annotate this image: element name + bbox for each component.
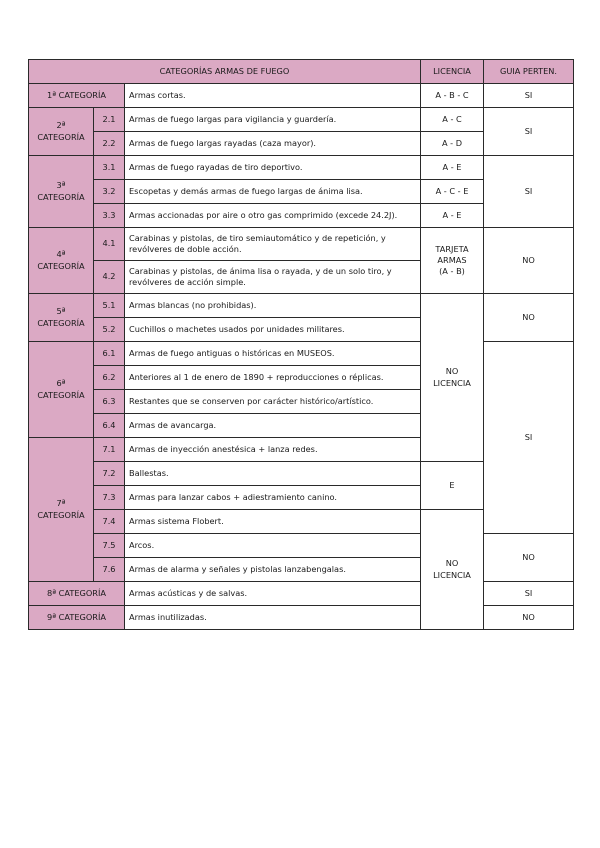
subcategory-number: 6.2 [94,366,125,390]
category-7-license-e: E [421,462,484,510]
category-8-guide: SI [484,582,574,606]
subcategory-number: 3.3 [94,204,125,228]
subcategory-license: A - C [421,108,484,132]
table-row [29,606,574,630]
subcategory-desc: Escopetas y demás armas de fuego largas de ánima lisa. [125,180,421,204]
table-row [29,582,574,606]
subcategory-desc: Armas de avancarga. [125,414,421,438]
subcategory-desc: Arcos. [125,534,421,558]
subcategory-desc: Armas blancas (no prohibidas). [125,294,421,318]
header-guide: GUIA PERTEN. [484,60,574,84]
subcategory-desc: Armas de fuego rayadas de tiro deportivo. [125,156,421,180]
subcategory-license: A - C - E [421,180,484,204]
subcategory-desc: Armas de inyección anestésica + lanza redes. [125,438,421,462]
table-header-row [29,60,574,84]
category-7-label [29,438,94,582]
category-6-label [29,342,94,438]
subcategory-number: 7.2 [94,462,125,486]
table-row [29,108,574,132]
category-9-guide: NO [484,606,574,630]
subcategory-number: 5.1 [94,294,125,318]
subcategory-desc: Armas accionadas por aire o otro gas comprimido (excede 24.2J). [125,204,421,228]
subcategory-number: 7.6 [94,558,125,582]
table-row [29,228,574,261]
subcategory-number: 5.2 [94,318,125,342]
category-4-license [421,228,484,294]
subcategory-desc: Armas de alarma y señales y pistolas lanzabengalas. [125,558,421,582]
no-license-text: NO LICENCIA [433,366,471,388]
subcategory-desc: Carabinas y pistolas, de ánima lisa o rayada, y de un solo tiro, y revólveres de acción simple. [125,261,421,294]
subcategory-number: 3.1 [94,156,125,180]
category-1-guide: SI [484,84,574,108]
subcategory-desc: Ballestas. [125,462,421,486]
subcategory-number: 6.3 [94,390,125,414]
subcategory-number: 3.2 [94,180,125,204]
header-license: LICENCIA [421,60,484,84]
table-row [29,294,574,318]
category-6-7-guide-si [484,342,574,534]
table-row [29,84,574,108]
subcategory-number: 7.3 [94,486,125,510]
subcategory-number: 6.1 [94,342,125,366]
subcategory-license: A - D [421,132,484,156]
category-2-guide: SI [484,108,574,156]
subcategory-license: A - E [421,156,484,180]
category-5-guide: NO [484,294,574,342]
subcategory-desc: Restantes que se conserven por carácter histórico/artístico. [125,390,421,414]
category-3-guide: SI [484,156,574,228]
table-row [29,534,574,558]
subcategory-desc: Armas sistema Flobert. [125,510,421,534]
category-5-label [29,294,94,342]
category-2-label [29,108,94,156]
category-7-label-text: 7ª CATEGORÍA [37,498,85,520]
subcategory-number: 7.4 [94,510,125,534]
subcategory-desc: Armas de fuego antiguas o históricas en MUSEOS. [125,342,421,366]
category-1-desc: Armas cortas. [125,84,421,108]
subcategory-number: 6.4 [94,414,125,438]
category-6-label-text: 6ª CATEGORÍA [37,378,85,400]
category-8-label: 8ª CATEGORÍA [29,582,125,606]
subcategory-desc: Armas de fuego largas rayadas (caza mayor). [125,132,421,156]
category-4-license-text: TARJETA ARMAS (A - B) [435,243,469,277]
subcategory-desc: Cuchillos o machetes usados por unidades militares. [125,318,421,342]
category-9-desc: Armas inutilizadas. [125,606,421,630]
subcategory-number: 2.2 [94,132,125,156]
category-8-desc: Armas acústicas y de salvas. [125,582,421,606]
category-5-label-text: 5ª CATEGORÍA [37,306,85,328]
subcategory-number: 4.2 [94,261,125,294]
category-3-label-text: 3ª CATEGORÍA [37,180,85,202]
category-4-label-text: 4ª CATEGORÍA [37,249,85,271]
subcategory-license: A - E [421,204,484,228]
no-license-cell-5-6 [421,294,484,462]
subcategory-number: 2.1 [94,108,125,132]
table-row [29,342,574,366]
subcategory-desc: Armas para lanzar cabos + adiestramiento canino. [125,486,421,510]
guide-si-text: SI [524,431,533,442]
subcategory-number: 7.1 [94,438,125,462]
table-row [29,156,574,180]
firearms-categories-table [28,59,574,630]
subcategory-desc: Anteriores al 1 de enero de 1890 + reproducciones o réplicas. [125,366,421,390]
category-4-guide: NO [484,228,574,294]
category-2-label-text: 2ª CATEGORÍA [37,120,85,142]
subcategory-desc: Armas de fuego largas para vigilancia y guardería. [125,108,421,132]
header-categories: CATEGORÍAS ARMAS DE FUEGO [29,60,421,84]
subcategory-number: 7.5 [94,534,125,558]
subcategory-desc: Carabinas y pistolas, de tiro semiautomático y de repetición, y revólveres de doble acción. [125,228,421,261]
category-1-license: A - B - C [421,84,484,108]
category-7-guide-no: NO [484,534,574,582]
subcategory-number: 4.1 [94,228,125,261]
category-9-label: 9ª CATEGORÍA [29,606,125,630]
no-license-cell-7-9 [421,510,484,630]
category-3-label [29,156,94,228]
category-4-label [29,228,94,294]
no-license-text: NO LICENCIA [433,558,471,580]
category-1-label: 1ª CATEGORÍA [29,84,125,108]
